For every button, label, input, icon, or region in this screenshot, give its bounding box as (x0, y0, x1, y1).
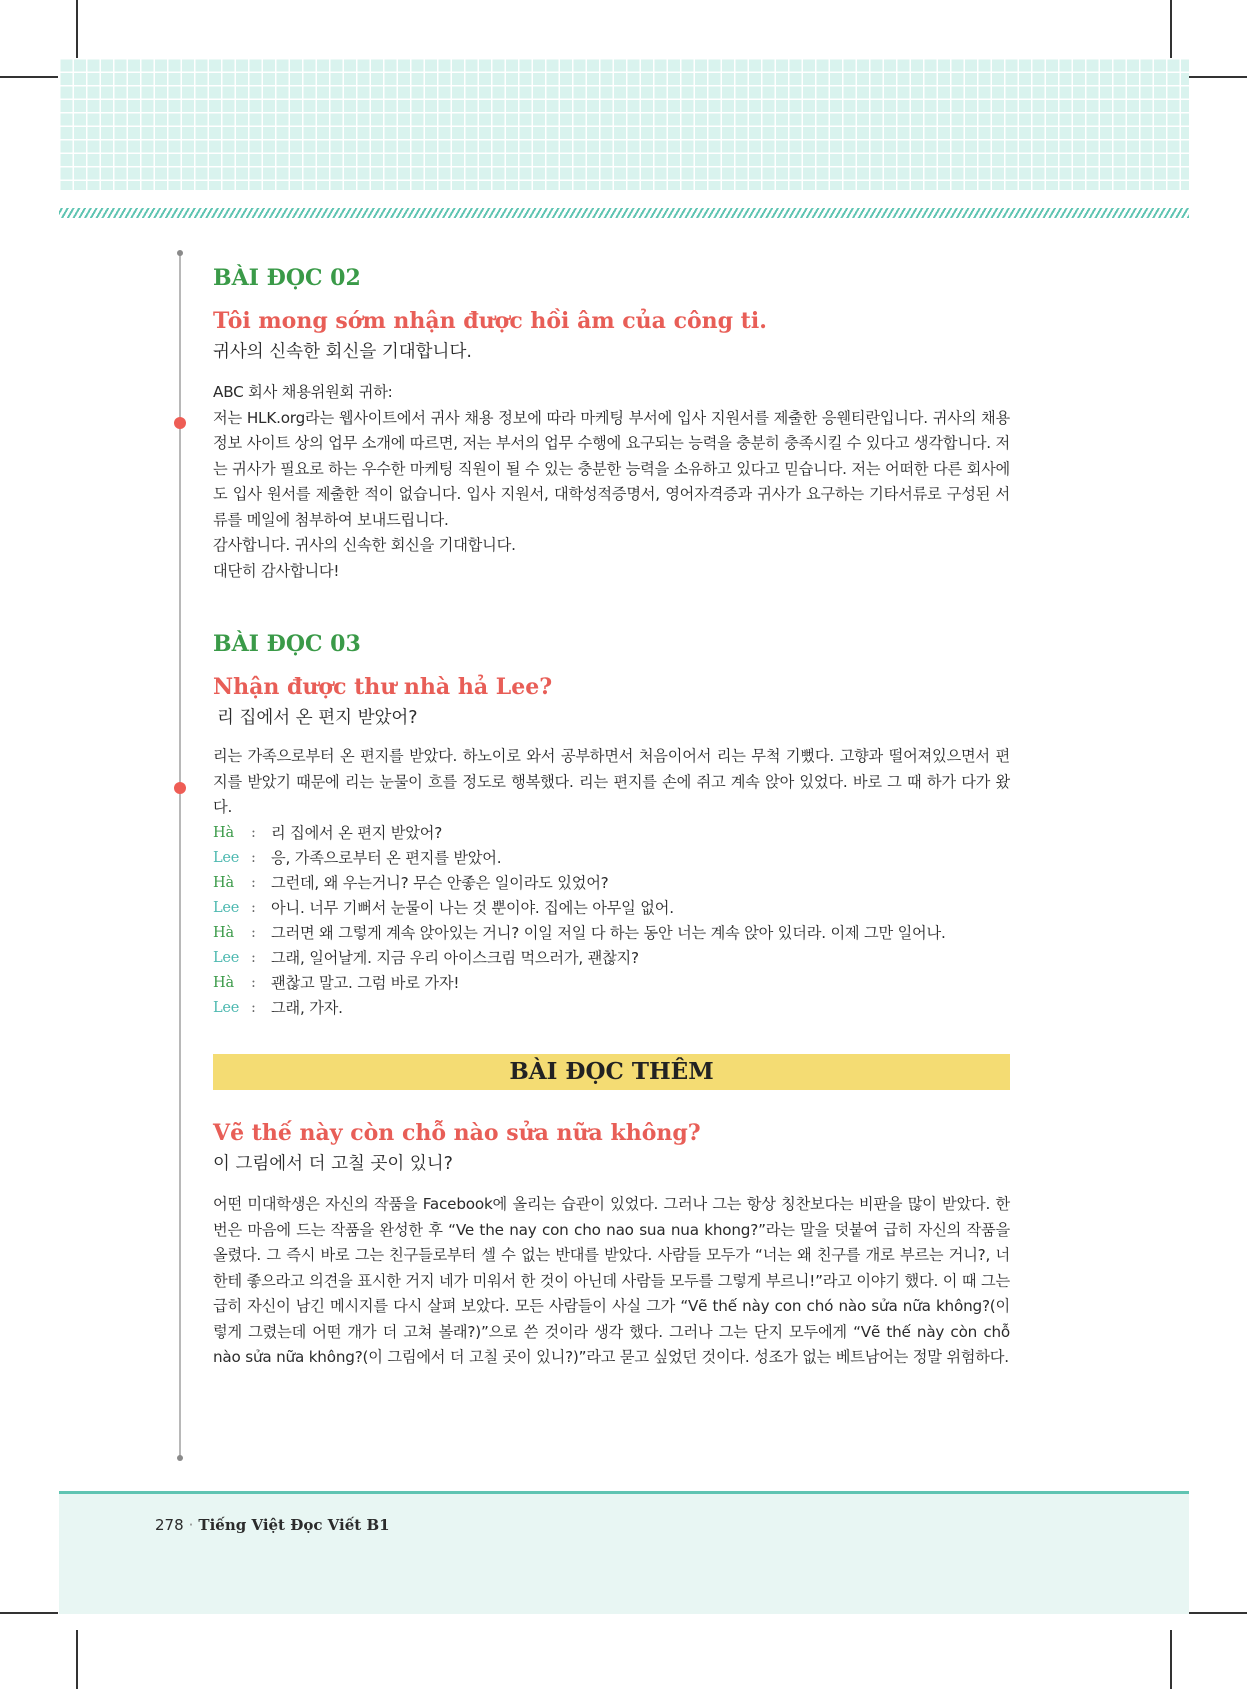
dialogue-line (213, 921, 1010, 946)
letter-closing: 감사합니다. 귀사의 신속한 회신을 기대합니다. (213, 536, 516, 554)
letter-signoff: 대단히 감사합니다! (213, 561, 340, 580)
dialogue-text: 그래, 가자. (271, 998, 343, 1017)
speaker-colon: : (251, 899, 256, 916)
title-korean: 이 그림에서 더 고칠 곳이 있니? (213, 1154, 453, 1174)
speaker-name: Hà (213, 874, 234, 891)
margin-line-end-dot (177, 1455, 183, 1461)
story-body: 어떤 미대학생은 자신의 작품을 Facebook에 올리는 습관이 있었다. 그러나 그는 항상 칭찬보다는 비판을 많이 받았다. 한번은 마음에 드는 작품을 완성한 후 “Ve the nay con cho nao sua nua khong?”라는 말을 덧붙여 급히 자신의 작품을 올렸다. 그 즉시 바로 그는 친구들로부터 셀 수 없는 반대를 받았다. 사람들 모두가 “너는 왜 친구를 개로 부르는 거니?, 너한테 좋으라고 의견을 표시한 거지 네가 미워서 한 것이 아닌데 사람들 모두를 그렇게 부르니!”라고 이야기 했다. 이 때 그는 급히 자신이 남긴 메시지를 다시 살펴 보았다. 모든 사람들이 사실 그가 “Vẽ thế này con chó nào sửa nữa không?(이렇게 그렸는데 어떤 개가 더 고쳐 볼래?)”으로 쓴 것이라 생각 했다. 그러나 그는 단지 모두에게 “Vẽ thế này còn chỗ nào sửa nữa không?(이 그림에서 더 고칠 곳이 있니?)”라고 묻고 싶었던 것이다. 성조가 없는 베트남어는 정말 위험하다. (213, 1195, 1010, 1366)
crop-mark (1170, 1630, 1172, 1689)
dialogue-text: 그러면 왜 그렇게 계속 앉아있는 거니? 이일 저일 다 하는 동안 너는 계속 앉아 있더라. 이제 그만 일어나. (271, 923, 946, 942)
dialogue-line (213, 896, 1010, 921)
speaker-colon: : (251, 924, 256, 941)
speaker-colon: : (251, 849, 256, 866)
section-label: BÀI ĐỌC 03 (213, 631, 361, 657)
title-vietnamese: Nhận được thư nhà hả Lee? (213, 674, 553, 700)
speaker-name: Hà (213, 974, 234, 991)
dialogue-text: 그래, 일어날게. 지금 우리 아이스크림 먹으러가, 괜찮지? (271, 948, 639, 967)
section-label: BÀI ĐỌC 02 (213, 265, 361, 291)
dialogue-line (213, 871, 1010, 896)
dialogue-line (213, 946, 1010, 971)
dialogue-text: 괜찮고 말고. 그럼 바로 가자! (271, 973, 460, 992)
dialogue (213, 821, 1010, 1021)
dialogue-line (213, 996, 1010, 1021)
letter-body (213, 380, 1010, 584)
speaker-colon: : (251, 949, 256, 966)
speaker-colon: : (251, 999, 256, 1016)
dialogue-line (213, 971, 1010, 996)
page-footer (155, 1516, 390, 1534)
story-intro: 리는 가족으로부터 온 편지를 받았다. 하노이로 와서 공부하면서 처음이어서 리는 무척 기뻤다. 고향과 떨어져있으면서 편지를 받았기 때문에 리는 눈물이 흐를 정도로 행복했다. 리는 편지를 손에 쥐고 계속 앉아 있었다. 바로 그 때 하가 다가 왔다. (213, 747, 1010, 816)
dialogue-line (213, 821, 1010, 846)
letter-greeting: ABC 회사 채용위원회 귀하: (213, 383, 393, 401)
dialogue-text: 그런데, 왜 우는거니? 무슨 안좋은 일이라도 있었어? (271, 873, 609, 892)
crop-mark (1189, 1612, 1247, 1614)
speaker-name: Hà (213, 824, 234, 841)
section-02 (213, 264, 1010, 584)
letter-paragraph: 저는 HLK.org라는 웹사이트에서 귀사 채용 정보에 따라 마케팅 부서에 입사 지원서를 제출한 응웬티란입니다. 귀사의 채용 정보 사이트 상의 업무 소개에 따르면, 저는 부서의 업무 수행에 요구되는 능력을 충분히 충족시킬 수 있다고 생각합니다. 저는 귀사가 필요로 하는 우수한 마케팅 직원이 될 수 있는 충분한 능력을 소유하고 있다고 믿습니다. 저는 어떠한 다른 회사에도 입사 원서를 제출한 적이 없습니다. 입사 지원서, 대학성적증명서, 영어자격증과 귀사가 요구하는 기타서류로 구성된 서류를 메일에 첨부하여 보내드립니다. (213, 408, 1011, 529)
speaker-colon: : (251, 824, 256, 841)
crop-mark (1170, 0, 1172, 58)
speaker-name: Lee (213, 849, 240, 866)
dialogue-text: 아니. 너무 기뻐서 눈물이 나는 것 뿐이야. 집에는 아무일 없어. (271, 898, 674, 917)
speaker-name: Lee (213, 899, 240, 916)
crop-mark (0, 1612, 58, 1614)
section-marker-dot (174, 782, 186, 794)
speaker-name: Lee (213, 949, 240, 966)
header-grid-band (59, 58, 1189, 190)
dialogue-text: 리 집에서 온 편지 받았어? (271, 823, 443, 842)
crop-mark (1189, 76, 1247, 78)
speaker-name: Hà (213, 924, 234, 941)
crop-mark (76, 1630, 78, 1689)
page-number: 278 (155, 1516, 184, 1534)
speaker-colon: : (251, 974, 256, 991)
extra-reading-banner: BÀI ĐỌC THÊM (213, 1054, 1010, 1090)
title-korean: 귀사의 신속한 회신을 기대합니다. (213, 342, 472, 362)
section-03 (213, 630, 1010, 1021)
margin-line (179, 252, 181, 1460)
dialogue-text: 응, 가족으로부터 온 편지를 받았어. (271, 848, 502, 867)
dialogue-line (213, 846, 1010, 871)
footer-band (59, 1494, 1189, 1614)
crop-mark (0, 76, 58, 78)
margin-line-start-dot (177, 250, 183, 256)
section-marker-dot (174, 417, 186, 429)
title-korean: 리 집에서 온 편지 받았어? (217, 708, 418, 728)
header-hatch-stripe (59, 208, 1189, 218)
footer-separator: · (188, 1516, 194, 1534)
title-vietnamese: Tôi mong sớm nhận được hồi âm của công ti. (213, 308, 767, 334)
crop-mark (76, 0, 78, 58)
speaker-colon: : (251, 874, 256, 891)
title-vietnamese: Vẽ thế này còn chỗ nào sửa nữa không? (213, 1120, 701, 1146)
book-title: Tiếng Việt Đọc Viết B1 (198, 1516, 390, 1534)
speaker-name: Lee (213, 999, 240, 1016)
extra-reading (213, 1118, 1010, 1371)
